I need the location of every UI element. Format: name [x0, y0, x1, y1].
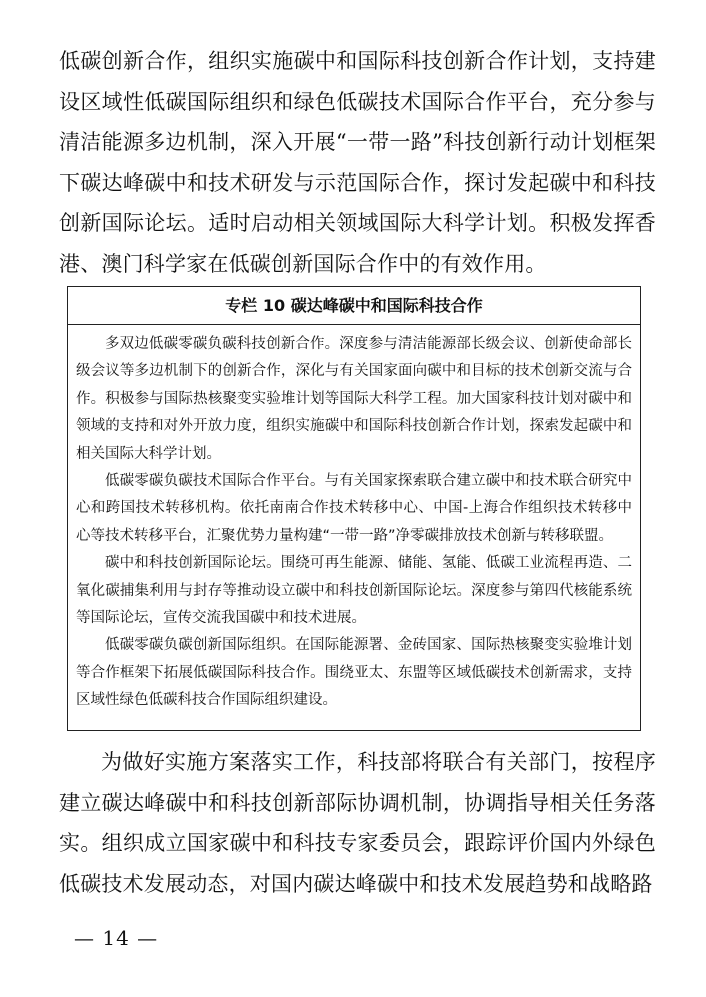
- column-box-title: 专栏 10 碳达峰碳中和国际科技合作: [68, 287, 640, 325]
- column-box-item: 低碳零碳负碳创新国际组织。在国际能源署、金砖国家、国际热核聚变实验堆计划等合作框架下拓展低碳国际科技合作。围绕亚太、东盟等区域低碳技术创新需求，支持区域性绿色低碳科技合作国际组织建设。: [76, 637, 632, 709]
- column-box: [67, 286, 641, 731]
- column-box-body: [68, 325, 640, 715]
- body-paragraph-bottom: 为做好实施方案落实工作，科技部将联合有关部门，按程序建立碳达峰碳中和科技创新部际协调机制，协调指导相关任务落实。组织成立国家碳中和科技专家委员会，跟踪评价国内外绿色低碳技术发展动态，对国内碳达峰碳中和技术发展趋势和战略路: [59, 750, 656, 896]
- body-paragraph-top: 低碳创新合作，组织实施碳中和国际科技创新合作计划，支持建设区域性低碳国际组织和绿色低碳技术国际合作平台，充分参与清洁能源多边机制，深入开展“一带一路”科技创新行动计划框架下碳达峰碳中和技术研发与示范国际合作，探讨发起碳中和科技创新国际论坛。适时启动相关领域国际大科学计划。积极发挥香港、澳门科学家在低碳创新国际合作中的有效作用。: [59, 49, 656, 276]
- column-box-item: 碳中和科技创新国际论坛。围绕可再生能源、储能、氢能、低碳工业流程再造、二氧化碳捕集利用与封存等推动设立碳中和科技创新国际论坛。深度参与第四代核能系统等国际论坛，宣传交流我国碳中和技术进展。: [76, 555, 632, 627]
- column-box-item: 多双边低碳零碳负碳科技创新合作。深度参与清洁能源部长级会议、创新使命部长级会议等多边机制下的创新合作，深化与有关国家面向碳中和目标的技术创新交流与合作。积极参与国际热核聚变实验堆计划等国际大科学工程。加大国家科技计划对碳中和领域的支持和对外开放力度，组织实施碳中和国际科技创新合作计划，探索发起碳中和相关国际大科学计划。: [76, 336, 632, 462]
- page-number: — 14 —: [74, 926, 159, 950]
- column-box-item: 低碳零碳负碳技术国际合作平台。与有关国家探索联合建立碳中和技术联合研究中心和跨国技术转移机构。依托南南合作技术转移中心、中国-上海合作组织技术转移中心等技术转移平台，汇聚优势力量构建“一带一路”净零碳排放技术创新与转移联盟。: [76, 473, 632, 544]
